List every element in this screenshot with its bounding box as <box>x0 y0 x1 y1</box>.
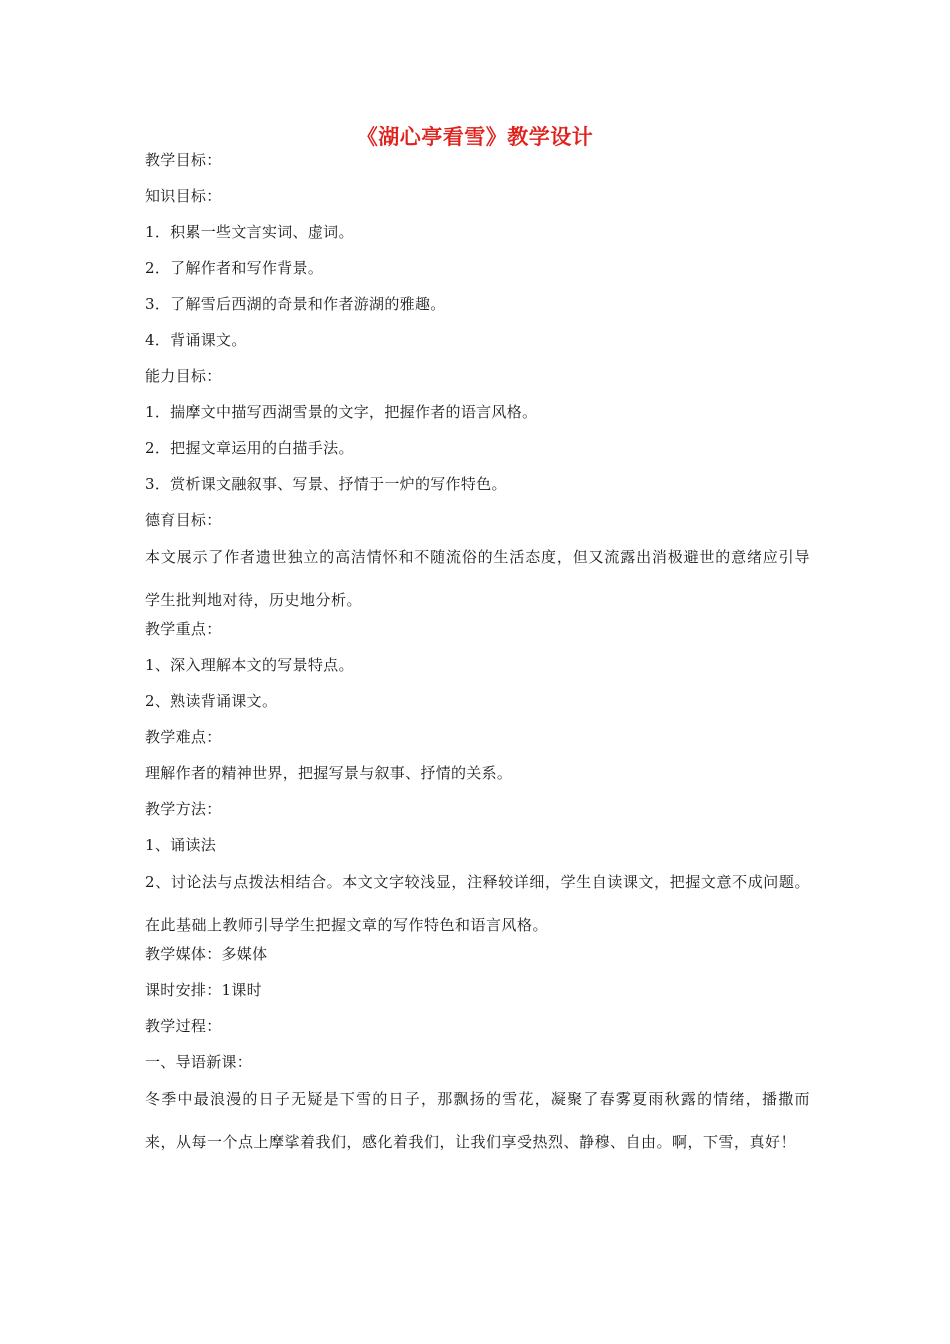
body-line: 一、导语新课： <box>145 1053 253 1071</box>
body-line: 理解作者的精神世界，把握写景与叙事、抒情的关系。 <box>145 764 513 782</box>
body-line: 德育目标： <box>145 511 222 529</box>
body-line: 2．了解作者和写作背景。 <box>145 259 324 277</box>
body-line: 1．揣摩文中描写西湖雪景的文字，把握作者的语言风格。 <box>145 403 538 421</box>
body-line: 1、深入理解本文的写景特点。 <box>145 656 354 674</box>
document-title: 《湖心亭看雪》教学设计 <box>356 125 594 149</box>
body-line: 能力目标： <box>145 367 222 385</box>
body-line: 4．背诵课文。 <box>145 331 247 349</box>
body-line: 3．赏析课文融叙事、写景、抒情于一炉的写作特色。 <box>145 475 507 493</box>
body-paragraph: 本文展示了作者遗世独立的高洁情怀和不随流俗的生活态度，但又流露出消极避世的意绪应引导学生批判地对待，历史地分析。 <box>145 548 810 609</box>
body-line: 3．了解雪后西湖的奇景和作者游湖的雅趣。 <box>145 295 446 313</box>
body-line: 1、诵读法 <box>145 836 217 854</box>
body-line: 知识目标： <box>145 187 222 205</box>
body-line: 教学目标： <box>145 151 222 169</box>
body-line: 教学重点： <box>145 620 222 638</box>
body-line: 教学难点： <box>145 728 222 746</box>
document-body <box>145 150 810 1161</box>
body-paragraph: 冬季中最浪漫的日子无疑是下雪的日子，那飘扬的雪花，凝聚了春雾夏雨秋露的情绪，播撒而来，从每一个点上摩挲着我们，感化着我们，让我们享受热烈、静穆、自由。啊，下雪，真好！ <box>145 1090 810 1151</box>
body-line: 教学方法： <box>145 800 222 818</box>
body-line: 教学过程： <box>145 1017 222 1035</box>
body-line: 课时安排：1课时 <box>145 981 262 999</box>
body-line: 1．积累一些文言实词、虚词。 <box>145 223 354 241</box>
body-line: 2、熟读背诵课文。 <box>145 692 278 710</box>
body-line: 教学媒体：多媒体 <box>145 945 268 963</box>
body-line: 2．把握文章运用的白描手法。 <box>145 439 354 457</box>
body-paragraph: 2、讨论法与点拨法相结合。本文文字较浅显，注释较详细，学生自读课文，把握文意不成问题。在此基础上教师引导学生把握文章的写作特色和语言风格。 <box>145 873 810 934</box>
